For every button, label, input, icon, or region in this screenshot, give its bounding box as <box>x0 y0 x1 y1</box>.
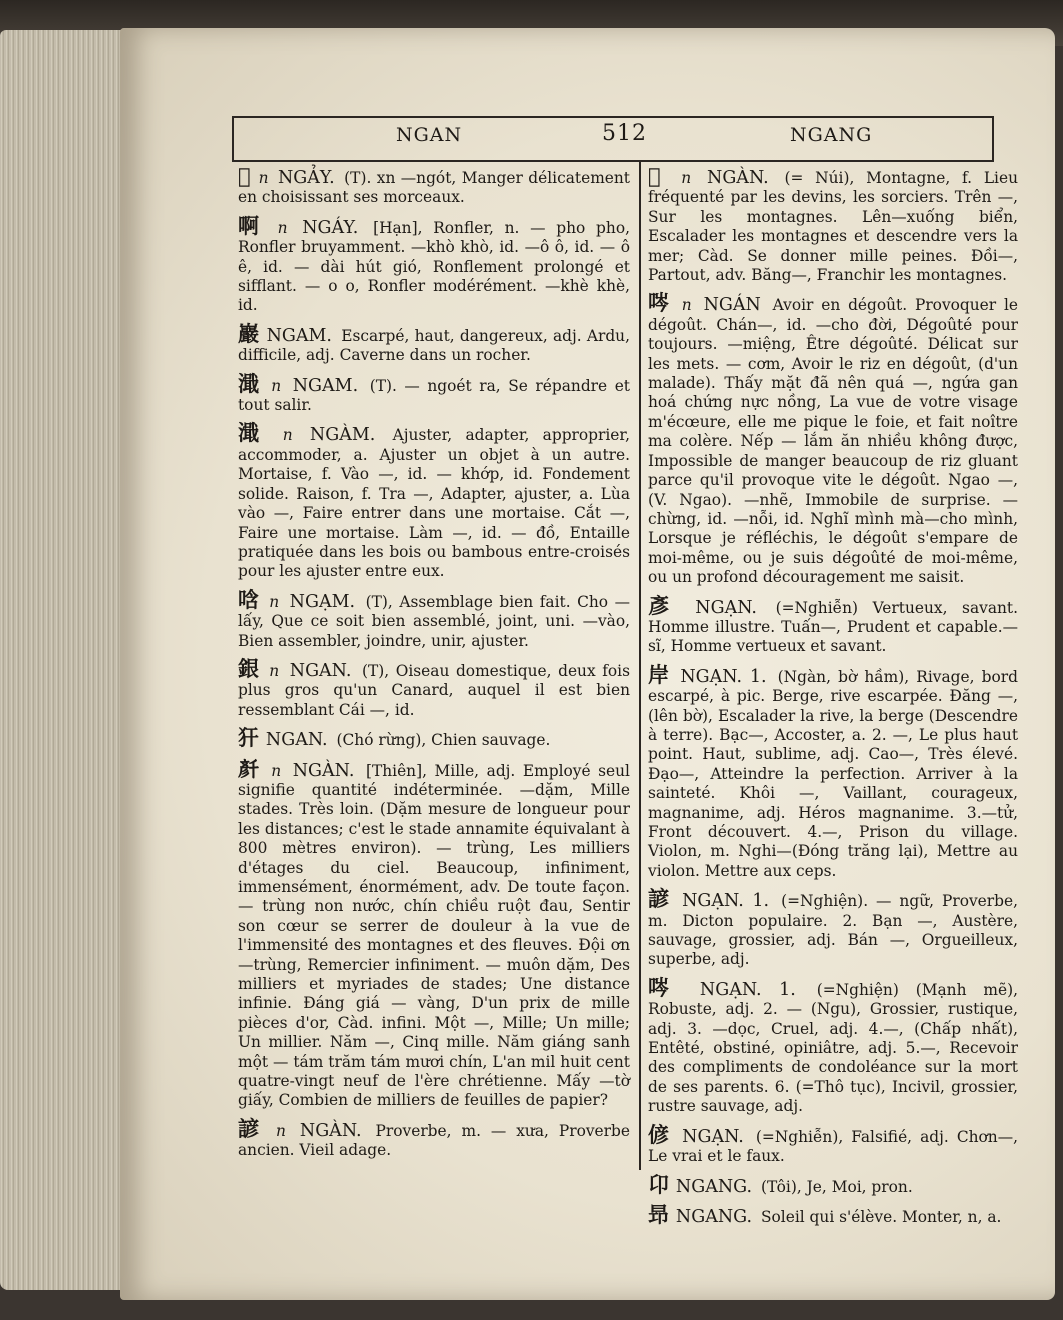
entry-character: 諺 <box>648 886 673 912</box>
entry-headword: NGẠN. 1. <box>680 666 767 687</box>
entry-character: 濈 <box>238 370 262 396</box>
entry-character: 㖗 <box>648 290 672 316</box>
dictionary-entry <box>238 163 630 208</box>
entry-headword: NGAN. <box>265 730 328 751</box>
entry-headword: NGẠN. 1. <box>682 891 770 912</box>
header-left-guideword: NGAN <box>396 124 463 146</box>
entry-definition: (=Nghiện) (Mạnh mẽ), Robuste, adj. 2. — (Ngu), Grossier, rustique, adj. 3. —dọc, Cruel, adj. 4.—, (Chấp nhất), Entêté, obstiné, opiniâtre, adj. 5.—, Recevoir des compliments de condoléance sur la mort de ses parents. 6. (=Thô tục), Incivil, grossier, rustre sauvage, adj. <box>648 980 1018 1116</box>
entry-character: 昻 <box>648 1201 669 1227</box>
entry-character: 𠻀 <box>238 163 252 188</box>
dictionary-entry <box>238 420 630 581</box>
entry-definition: Avoir en dégoût. Provoquer le dégoût. Chán—, id. —cho đời, Dégoûté pour toujours. —miệng, Être dégoûté. Délicat sur les mets. — cơm, Avoir le riz en dégoût, (d'un malade). Thấy mặt đã nên quá —, ngứa gan hoá chứng nực nồng, La vue de votre visage m'écœure, elle me pique le foie, et fait noître ma colère. Nếp — lắm ăn nhiều không được, Impossible de manger beaucoup de riz gluant parce qu'il provoque vite le dégoût. Ngao —, (V. Ngao). —nhẽ, Immobile de surprise. —chừng, id. —nỗi, id. Nghĩ mình mà—cho mình, Lorsque je réfléchis, le dégoût s'empare de moi-même, ou je suis dégoûté de moi-même, ou un profond découragement me saisit. <box>648 296 1019 587</box>
entry-headword: NGANG. <box>675 1206 753 1227</box>
entry-definition: (Ngàn, bờ hầm), Rivage, bord escarpé, à pic. Berge, rive escarpée. Đăng —, (lên bờ), Escalader la rive, la berge (Descendre à terre). Bạc—, Accoster, a. 2. —, Le plus haut point. Haut, sublime, adj. Cao—, Très élevé. Đạo—, Atteindre la perfection. Arriver à la sainteté. Khôi —, Vaillant, courageux, magnanime, adj. Héros magnanime. 3.—tử, Front découvert. 4.—, Prison du village. Violon, m. Nghi—(Đóng trăng lại), Mettre au violon. Mettre aux ceps. <box>648 667 1018 880</box>
entry-definition: (T), Oiseau domestique, deux fois plus gros qu'un Canard, auquel il est bien ressemblant Cái —, id. <box>238 661 630 719</box>
entry-character: 卬 <box>648 1171 669 1197</box>
entry-headword: NGẠN. 1. <box>699 979 796 1000</box>
entry-headword: NGAN. <box>289 660 352 681</box>
entry-headword: NGẠN. <box>695 597 757 618</box>
entry-definition: (=Nghiễn) Vertueux, savant. Homme illustre. Tuấn—, Prudent et capable.—sĩ, Homme vertueux et savant. <box>648 598 1018 656</box>
dictionary-entry <box>238 586 630 651</box>
entry-character: 犴 <box>238 725 259 751</box>
entry-marker: n <box>269 592 280 611</box>
entry-marker: n <box>258 169 269 187</box>
entry-character: 諺 <box>238 1115 265 1141</box>
dictionary-entry <box>238 1115 630 1161</box>
entry-marker: n <box>282 426 293 445</box>
dictionary-entry <box>648 886 1018 970</box>
entry-definition: (T). xn —ngót, Manger délicatement en choisissant ses morceaux. <box>238 169 630 207</box>
entry-definition: Soleil qui s'élève. Monter, n, a. <box>760 1207 1002 1226</box>
dictionary-entry <box>648 1201 1018 1227</box>
dictionary-entry <box>648 1121 1018 1167</box>
entry-headword: NGAM. <box>266 325 332 346</box>
entry-definition: [Thiên], Mille, adj. Employé seul signifie quantité indéterminée. —dặm, Mille stades. Très loin. (Dặm mesure de longueur pour les distances; c'est le stade annamite équivalant à 800 mètres environ). — trùng, Les milliers d'étages du ciel. Beaucoup, infiniment, immensément, énormément, adv. De toute façon. — trùng non nước, chín chiều ruột đau, Sentir son cœur se serrer de douleur à la vue de l'immensité des montagnes et des fleuves. Đội ơn —trùng, Remercier infiniment. — muôn dặm, Des milliers et myriades de stades; Une distance infinie. Đáng giá — vàng, D'un prix de mille pièces d'or, Càd. infini. Một —, Mille; Un mille; Un millier. Năm —, Cinq mille. Năm giáng sanh một — tám trăm tám mươi chín, L'an mil huit cent quatre-vingt neuf de l'ère chrétienne. Mấy —tờ giấy, Combien de milliers de feuilles de papier? <box>238 761 630 1110</box>
entry-character: 啊 <box>238 212 265 238</box>
entry-definition: [Hạn], Ronfler, n. — pho pho, Ronfler bruyamment. —khò khò, id. —ô ô, id. — ô ê, id. — dài hút gió, Ronflement prolongé et sifflant. — o o, Ronfler modérément. —khè khè, id. <box>238 218 630 315</box>
entry-character: 唅 <box>238 586 261 612</box>
right-column <box>648 163 1019 1235</box>
entry-headword: NGAM. <box>292 375 359 396</box>
dictionary-entry <box>648 1171 1018 1197</box>
entry-headword: NGẢY. <box>277 168 335 188</box>
entry-headword: NGÁN <box>703 295 761 316</box>
dictionary-entry <box>238 655 630 720</box>
running-header <box>232 116 994 162</box>
header-right-guideword: NGANG <box>790 124 873 146</box>
entry-character: 銀 <box>238 655 261 681</box>
dictionary-entry <box>648 974 1018 1117</box>
dictionary-entry <box>648 290 1019 587</box>
entry-marker: n <box>271 376 282 395</box>
entry-definition: (= Núi), Montagne, f. Lieu fréquenté par les devins, les sorciers. Trên —, Sur les montagnes. Lên—xuống biển, Escalader les montagnes et descendre vers la mer; Càd. Se donner mille peines. Đồi—, Partout, adv. Băng—, Franchir les montagnes. <box>648 169 1018 285</box>
page-edges <box>0 30 130 1290</box>
entry-definition: Escarpé, haut, dangereux, adj. Ardu, difficile, adj. Caverne dans un rocher. <box>238 326 630 365</box>
column-divider <box>639 162 641 1170</box>
entry-marker: n <box>681 169 692 187</box>
entry-headword: NGẠN. <box>682 1126 744 1147</box>
page-number: 512 <box>602 121 647 146</box>
entry-character: 巖 <box>238 320 260 346</box>
entry-character: 偐 <box>648 1121 673 1147</box>
entry-headword: NGÀN. <box>299 1120 362 1141</box>
entry-character: 𡾵 <box>648 163 668 188</box>
entry-headword: NGÀN. <box>707 168 769 188</box>
entry-definition: Ajuster, adapter, approprier, accommoder, a. Ajuster un objet à un autre. Mortaise, f. Vào —, id. — khớp, id. Fondement solide. Raison, f. Tra —, Adapter, ajuster, a. Lùa vào —, Faire entrer dans une mortaise. Cắt —, Faire une mortaise. Làm —, id. — đồ, Entaille pratiquée dans les bois ou bambous entre-croisés pour les ajuster entre eux. <box>238 426 630 581</box>
left-column <box>238 163 630 1169</box>
entry-definition: (=Nghiễn), Falsifié, adj. Chơn—, Le vrai et le faux. <box>648 1127 1018 1166</box>
dictionary-entry <box>238 212 630 316</box>
entry-headword: NGANG. <box>675 1176 753 1197</box>
entry-definition: (T), Assemblage bien fait. Cho — lấy, Que ce soit bien assemblé, joint, uni. —vào, Bien assembler, joindre, unir, ajuster. <box>238 592 630 650</box>
entry-marker: n <box>269 661 280 680</box>
entry-definition: Proverbe, m. — xưa, Proverbe ancien. Vieil adage. <box>238 1121 630 1160</box>
entry-character: 濈 <box>238 420 268 446</box>
dictionary-entry <box>238 320 630 366</box>
entry-definition: (T). — ngoét ra, Se répandre et tout salir. <box>238 376 630 415</box>
entry-character: 㖗 <box>648 974 681 1000</box>
entry-character: 岸 <box>648 661 672 687</box>
entry-marker: n <box>276 1121 286 1140</box>
entry-definition: (Tôi), Je, Moi, pron. <box>760 1177 913 1196</box>
entry-character: 彥 <box>648 592 679 618</box>
entry-headword: NGÀM. <box>309 425 376 446</box>
entry-marker: n <box>681 296 692 315</box>
dictionary-entry <box>648 661 1018 881</box>
dictionary-entry <box>648 592 1018 657</box>
entry-marker: n <box>271 761 282 780</box>
entry-character: 𠦳 <box>238 755 262 781</box>
entry-headword: NGẠM. <box>289 591 356 612</box>
entry-marker: n <box>277 218 288 237</box>
dictionary-entry <box>238 370 630 416</box>
dictionary-entry <box>238 725 630 751</box>
entry-definition: (Chó rừng), Chien sauvage. <box>336 731 551 750</box>
entry-headword: NGÁY. <box>302 217 359 238</box>
dictionary-entry <box>238 755 630 1111</box>
dictionary-entry <box>648 163 1018 285</box>
entry-definition: (=Nghiện). — ngữ, Proverbe, m. Dicton populaire. 2. Bạn —, Austère, sauvage, grossier, adj. Bán —, Orgueilleux, superbe, adj. <box>648 892 1018 969</box>
entry-headword: NGÀN. <box>292 760 355 781</box>
